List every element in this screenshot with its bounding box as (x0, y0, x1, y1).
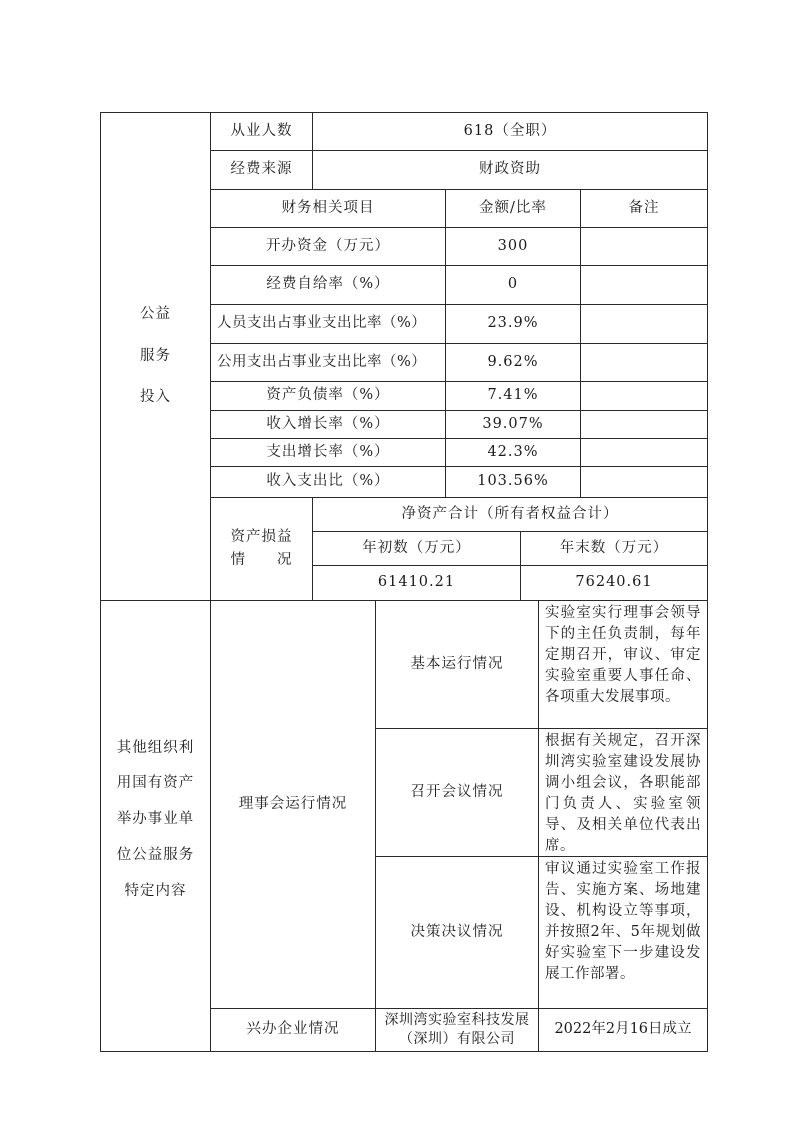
staff-value: 618（全职） (312, 112, 708, 151)
asset-start-label: 年初数（万元） (312, 531, 521, 566)
finance-row-value: 9.62% (445, 343, 581, 382)
asset-start-value: 61410.21 (312, 565, 521, 601)
finance-row-note (580, 381, 708, 411)
finance-row-value: 0 (445, 265, 581, 305)
finance-row-item: 收入增长率（%） (210, 410, 446, 439)
finance-row-item: 支出增长率（%） (210, 438, 446, 467)
section-other-org-title (100, 600, 211, 1052)
section-title-line: 其他组织利 (116, 739, 195, 756)
council-row-label: 召开会议情况 (375, 728, 539, 857)
asset-label-line: 情 况 (230, 552, 293, 568)
section-title-line: 举办事业单 (116, 811, 195, 828)
finance-row-note (580, 438, 708, 467)
finance-row-note (580, 304, 708, 344)
finance-row-note (580, 343, 708, 382)
funding-label: 经费来源 (210, 150, 313, 190)
council-label: 理事会运行情况 (210, 600, 376, 1009)
section-title-line: 服务 (140, 347, 171, 364)
asset-label (210, 497, 313, 601)
finance-row-value: 42.3% (445, 438, 581, 467)
council-row-desc: 实验室实行理事会领导下的主任负责制，每年定期召开，审议、审定实验室重要人事任命、各项重大发展事项。 (538, 600, 708, 729)
finance-row-value: 103.56% (445, 466, 581, 498)
enterprise-date: 2022年2月16日成立 (538, 1008, 708, 1052)
finance-row-item: 公用支出占事业支出比率（%） (210, 343, 446, 382)
asset-label-line: 资产损益 (230, 528, 293, 545)
finance-row-item: 经费自给率（%） (210, 265, 446, 305)
enterprise-name: 深圳湾实验室科技发展（深圳）有限公司 (375, 1008, 539, 1052)
asset-end-label: 年末数（万元） (520, 531, 708, 566)
section-title-line: 投入 (140, 389, 171, 406)
finance-header-note: 备注 (580, 189, 708, 228)
finance-row-value: 23.9% (445, 304, 581, 344)
finance-row-note (580, 410, 708, 439)
finance-row-note (580, 265, 708, 305)
section-title-line: 特定内容 (124, 882, 187, 899)
funding-value: 财政资助 (312, 150, 708, 190)
council-row-desc: 审议通过实验室工作报告、实施方案、场地建设、机构设立等事项，并按照2年、5年规划做好实验室下一步建设发展工作部署。 (538, 856, 708, 1009)
enterprise-label: 兴办企业情况 (210, 1008, 376, 1052)
finance-row-value: 300 (445, 227, 581, 266)
section-public-service-title (100, 112, 211, 601)
finance-row-note (580, 227, 708, 266)
asset-header: 净资产合计（所有者权益合计） (312, 497, 708, 532)
finance-row-value: 7.41% (445, 381, 581, 411)
finance-row-item: 资产负债率（%） (210, 381, 446, 411)
council-row-desc: 根据有关规定，召开深圳湾实验室建设发展协调小组会议，各职能部门负责人、实验室领导、及相关单位代表出席。 (538, 728, 708, 857)
finance-row-item: 收入支出比（%） (210, 466, 446, 498)
staff-label: 从业人数 (210, 112, 313, 151)
section-title-line: 公益 (140, 305, 171, 322)
asset-end-value: 76240.61 (520, 565, 708, 601)
section-title-line: 用国有资产 (116, 775, 195, 792)
finance-row-item: 人员支出占事业支出比率（%） (210, 304, 446, 344)
finance-row-value: 39.07% (445, 410, 581, 439)
council-row-label: 基本运行情况 (375, 600, 539, 729)
finance-header-item: 财务相关项目 (210, 189, 446, 228)
section-title-line: 位公益服务 (116, 846, 195, 863)
finance-header-amount: 金额/比率 (445, 189, 581, 228)
finance-row-item: 开办资金（万元） (210, 227, 446, 266)
finance-row-note (580, 466, 708, 498)
council-row-label: 决策决议情况 (375, 856, 539, 1009)
